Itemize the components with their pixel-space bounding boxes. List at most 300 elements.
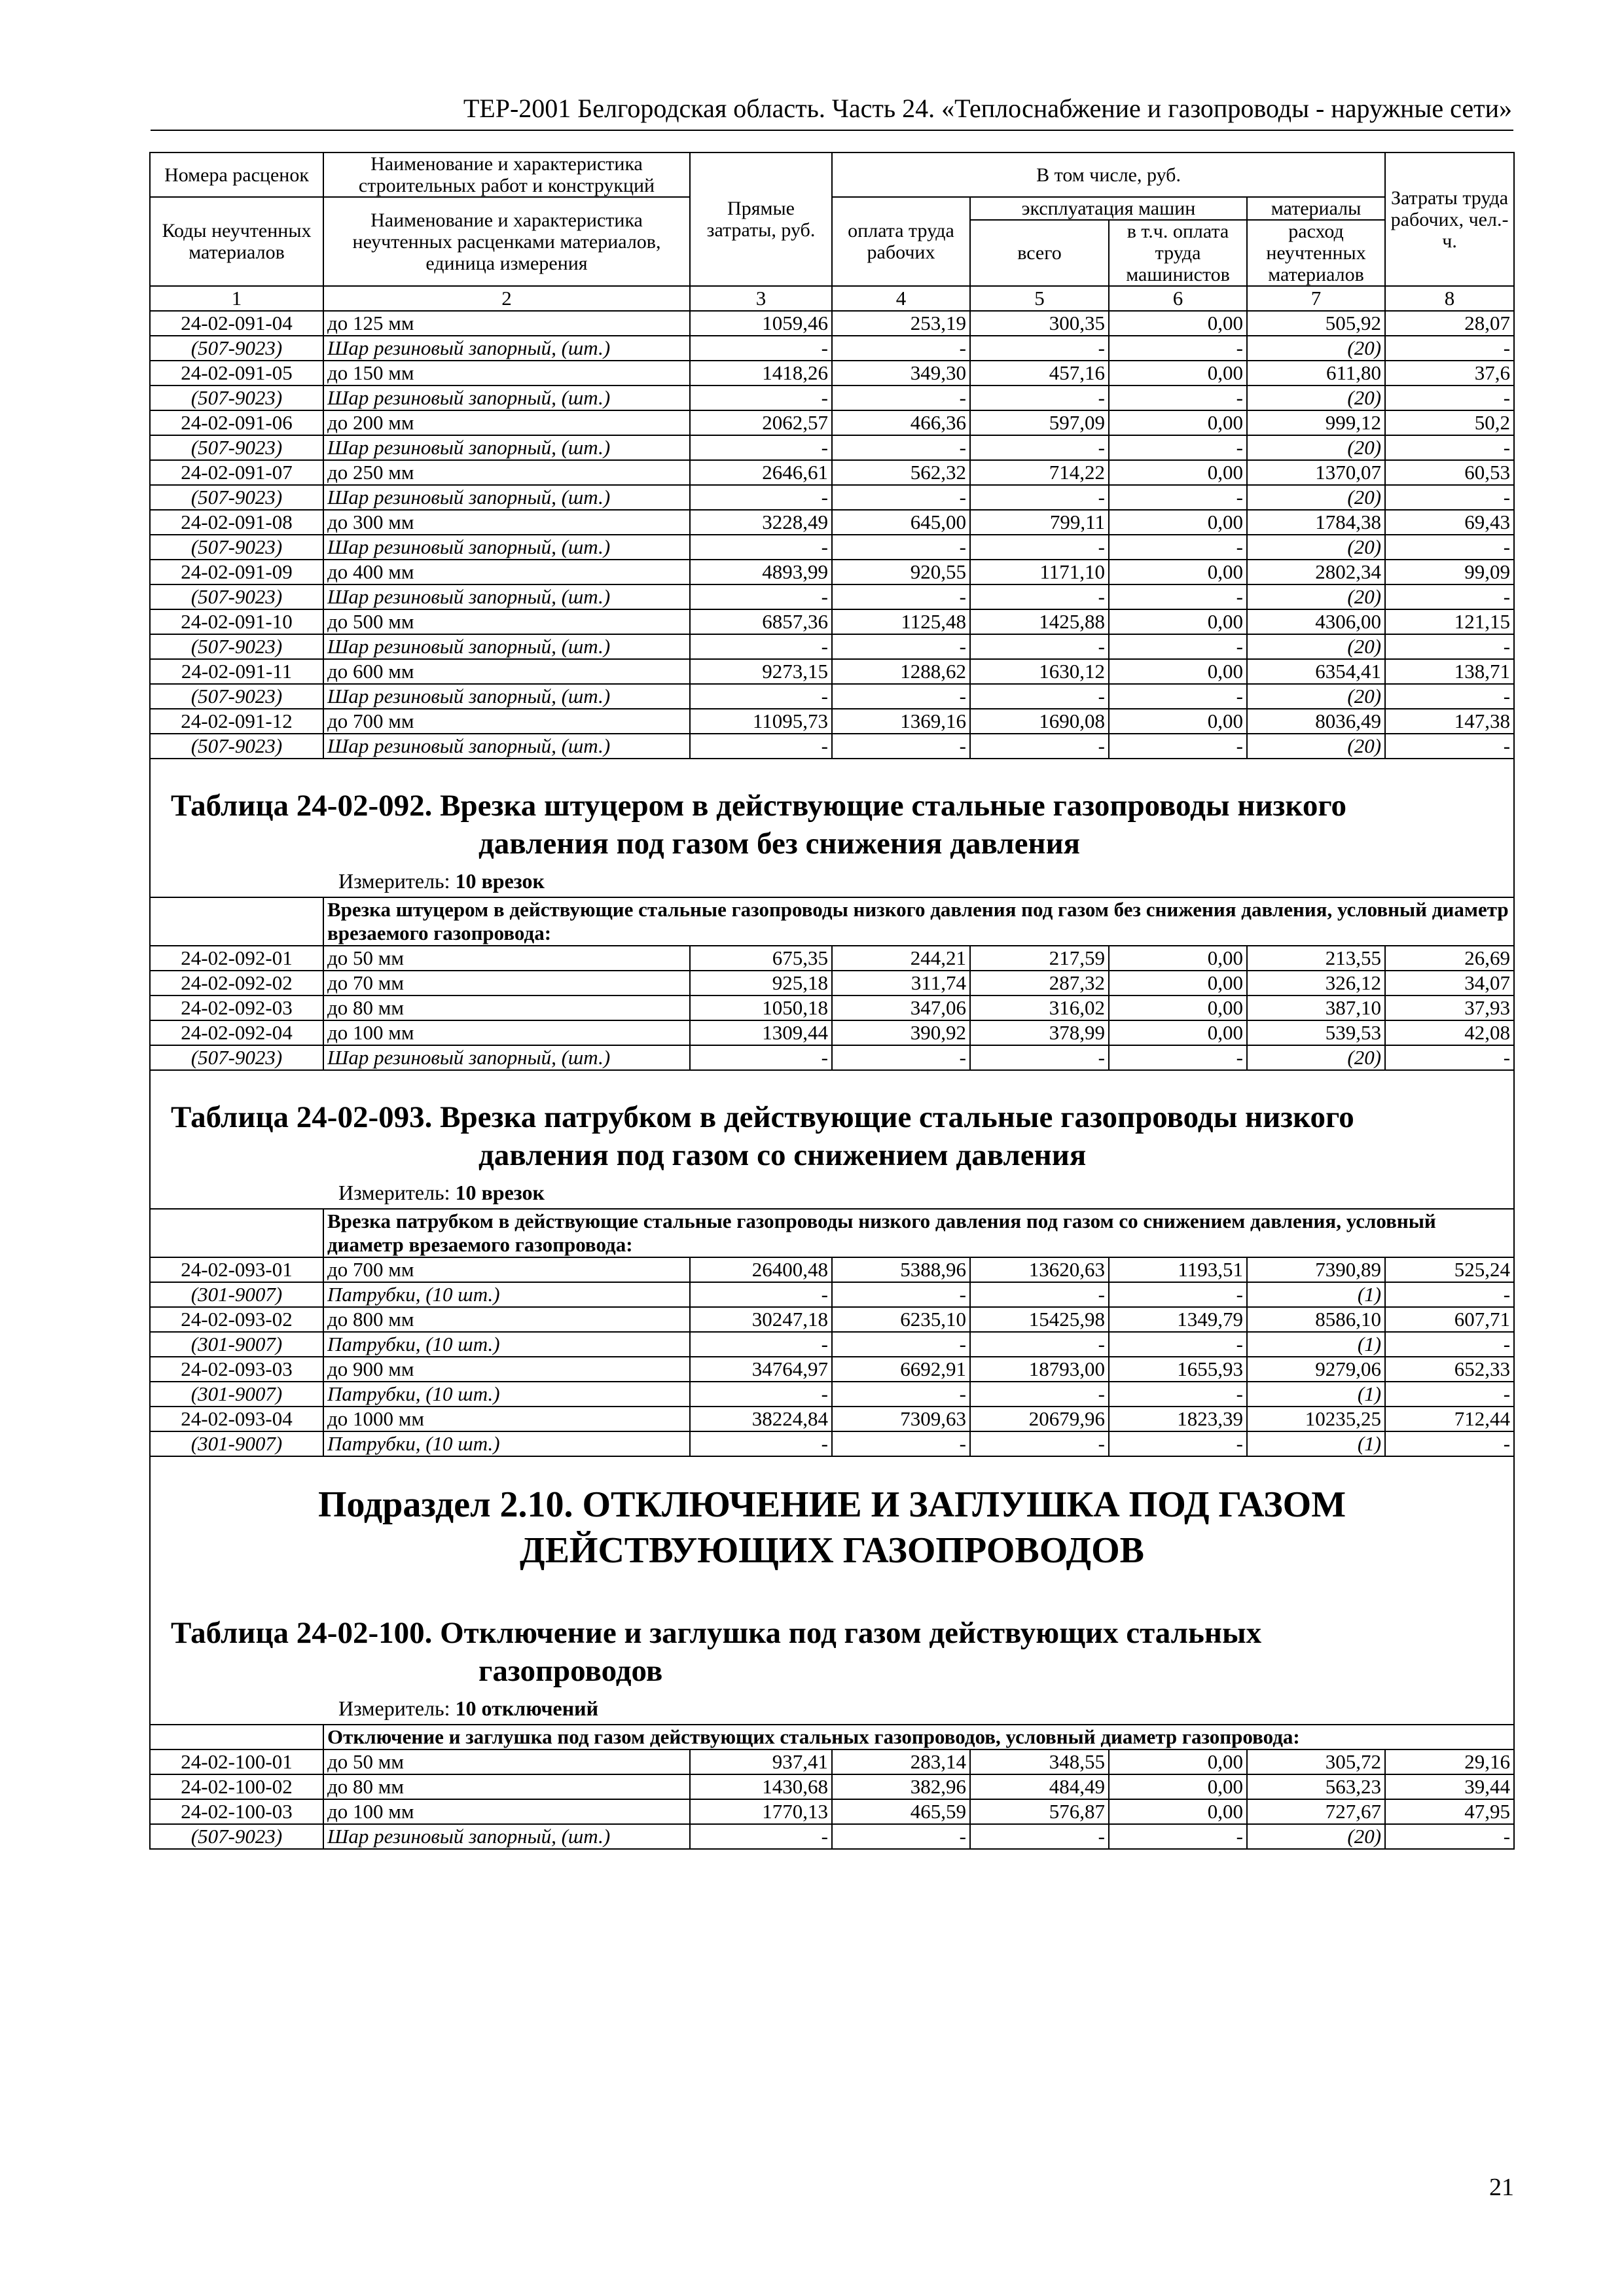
material-qty: (1) [1247, 1332, 1385, 1357]
value-labor: 311,74 [832, 971, 970, 996]
col-number: 2 [323, 286, 690, 311]
material-code: (301-9007) [150, 1282, 323, 1307]
rate-code: 24-02-093-01 [150, 1257, 323, 1282]
material-dash-labor: - [832, 584, 970, 609]
value-labor: 253,19 [832, 311, 970, 336]
table-title [154, 1071, 1510, 1174]
material-row [150, 1332, 1514, 1357]
value-mach: 348,55 [970, 1749, 1109, 1774]
value-mach: 287,32 [970, 971, 1109, 996]
material-dash-hours: - [1385, 1824, 1514, 1849]
value-hours: 34,07 [1385, 971, 1514, 996]
value-hours: 50,2 [1385, 410, 1514, 435]
material-name: Патрубки, (10 шт.) [323, 1282, 690, 1307]
col-number: 4 [832, 286, 970, 311]
material-dash-hours: - [1385, 535, 1514, 560]
measure-value: 10 врезок [455, 1181, 545, 1204]
material-code: (301-9007) [150, 1431, 323, 1456]
value-direct: 1059,46 [690, 311, 832, 336]
rate-row [150, 410, 1514, 435]
group-description: Врезка штуцером в действующие стальные газопроводы низкого давления под газом без снижения давления, условный диаметр врезаемого газопровода: [323, 897, 1514, 946]
value-labor: 1369,16 [832, 709, 970, 734]
rate-row [150, 1257, 1514, 1282]
rate-name: до 900 мм [323, 1357, 690, 1382]
rate-code: 24-02-092-04 [150, 1020, 323, 1045]
col-head-direct: Прямые затраты, руб. [690, 152, 832, 286]
rate-name: до 80 мм [323, 996, 690, 1020]
material-code: (507-9023) [150, 634, 323, 659]
material-dash-labor: - [832, 634, 970, 659]
col-number: 3 [690, 286, 832, 311]
material-dash-machlab: - [1109, 386, 1247, 410]
rate-row [150, 1799, 1514, 1824]
value-labor: 645,00 [832, 510, 970, 535]
material-name: Шар резиновый запорный, (шт.) [323, 684, 690, 709]
material-row [150, 1382, 1514, 1407]
rate-code: 24-02-092-01 [150, 946, 323, 971]
header-rule [151, 130, 1513, 131]
material-dash-mach: - [970, 1332, 1109, 1357]
value-labor: 382,96 [832, 1774, 970, 1799]
material-dash-labor: - [832, 734, 970, 759]
value-mat: 6354,41 [1247, 659, 1385, 684]
rates-table [149, 152, 1515, 1850]
value-hours: 138,71 [1385, 659, 1514, 684]
table-title-line: Таблица 24-02-100. Отключение и заглушка под газом действующих стальных [171, 1616, 1262, 1650]
subsection-title-line: ДЕЙСТВУЮЩИХ ГАЗОПРОВОДОВ [520, 1530, 1144, 1571]
material-dash-labor: - [832, 1282, 970, 1307]
material-name: Шар резиновый запорный, (шт.) [323, 634, 690, 659]
material-dash-mach: - [970, 1824, 1109, 1849]
rate-row [150, 946, 1514, 971]
material-row [150, 336, 1514, 361]
rates-table-body [150, 152, 1514, 1849]
col-head-hours: Затраты труда рабочих, чел.-ч. [1385, 152, 1514, 286]
rate-row [150, 996, 1514, 1020]
material-qty: (20) [1247, 535, 1385, 560]
value-hours: 99,09 [1385, 560, 1514, 584]
material-dash-hours: - [1385, 435, 1514, 460]
value-hours: 525,24 [1385, 1257, 1514, 1282]
value-machlab: 0,00 [1109, 460, 1247, 485]
rate-row [150, 709, 1514, 734]
group-description: Отключение и заглушка под газом действующих стальных газопроводов, условный диаметр газопровода: [323, 1725, 1514, 1749]
material-qty: (20) [1247, 734, 1385, 759]
col-head-mat-usage: расход неучтенных материалов [1247, 220, 1385, 286]
material-code: (507-9023) [150, 1045, 323, 1070]
measure-label: Измеритель: [338, 869, 450, 893]
rate-code: 24-02-091-04 [150, 311, 323, 336]
value-direct: 925,18 [690, 971, 832, 996]
table-title [154, 1587, 1510, 1690]
value-hours: 69,43 [1385, 510, 1514, 535]
value-mat: 1370,07 [1247, 460, 1385, 485]
material-dash-direct: - [690, 1824, 832, 1849]
material-row [150, 634, 1514, 659]
col-head-incl: В том числе, руб. [832, 152, 1385, 197]
material-dash-machlab: - [1109, 1431, 1247, 1456]
value-mat: 2802,34 [1247, 560, 1385, 584]
value-mat: 10235,25 [1247, 1407, 1385, 1431]
material-name: Шар резиновый запорный, (шт.) [323, 584, 690, 609]
rate-code: 24-02-093-04 [150, 1407, 323, 1431]
col-head-machines: эксплуатация машин [970, 197, 1247, 220]
material-row [150, 584, 1514, 609]
value-mat: 8036,49 [1247, 709, 1385, 734]
material-dash-machlab: - [1109, 435, 1247, 460]
rate-name: до 50 мм [323, 1749, 690, 1774]
value-mach: 1171,10 [970, 560, 1109, 584]
rate-name: до 700 мм [323, 709, 690, 734]
material-dash-hours: - [1385, 336, 1514, 361]
value-mach: 300,35 [970, 311, 1109, 336]
value-direct: 30247,18 [690, 1307, 832, 1332]
value-mach: 1690,08 [970, 709, 1109, 734]
rate-name: до 150 мм [323, 361, 690, 386]
value-direct: 1418,26 [690, 361, 832, 386]
value-hours: 47,95 [1385, 1799, 1514, 1824]
material-dash-labor: - [832, 1332, 970, 1357]
material-name: Шар резиновый запорный, (шт.) [323, 1824, 690, 1849]
value-direct: 937,41 [690, 1749, 832, 1774]
rate-code: 24-02-091-11 [150, 659, 323, 684]
rate-name: до 800 мм [323, 1307, 690, 1332]
value-machlab: 0,00 [1109, 659, 1247, 684]
value-machlab: 0,00 [1109, 1799, 1247, 1824]
material-dash-mach: - [970, 435, 1109, 460]
material-dash-direct: - [690, 1431, 832, 1456]
col-number: 1 [150, 286, 323, 311]
material-code: (507-9023) [150, 684, 323, 709]
value-labor: 466,36 [832, 410, 970, 435]
value-direct: 38224,84 [690, 1407, 832, 1431]
section-break [150, 1456, 1514, 1725]
value-mach: 20679,96 [970, 1407, 1109, 1431]
rate-code: 24-02-092-02 [150, 971, 323, 996]
material-dash-labor: - [832, 535, 970, 560]
value-labor: 7309,63 [832, 1407, 970, 1431]
material-dash-labor: - [832, 684, 970, 709]
material-qty: (20) [1247, 386, 1385, 410]
material-dash-direct: - [690, 734, 832, 759]
material-name: Патрубки, (10 шт.) [323, 1431, 690, 1456]
value-mat: 1784,38 [1247, 510, 1385, 535]
value-labor: 390,92 [832, 1020, 970, 1045]
material-name: Патрубки, (10 шт.) [323, 1332, 690, 1357]
value-direct: 26400,48 [690, 1257, 832, 1282]
value-mat: 326,12 [1247, 971, 1385, 996]
value-labor: 6692,91 [832, 1357, 970, 1382]
value-hours: 147,38 [1385, 709, 1514, 734]
value-mat: 999,12 [1247, 410, 1385, 435]
value-mat: 563,23 [1247, 1774, 1385, 1799]
value-mach: 378,99 [970, 1020, 1109, 1045]
running-header: ТЕР-2001 Белгородская область. Часть 24. «Теплоснабжение и газопроводы - наружные сети» [463, 94, 1512, 123]
value-mach: 714,22 [970, 460, 1109, 485]
material-code: (507-9023) [150, 584, 323, 609]
material-code: (301-9007) [150, 1332, 323, 1357]
material-dash-mach: - [970, 386, 1109, 410]
value-direct: 1309,44 [690, 1020, 832, 1045]
column-numbers-row [150, 286, 1514, 311]
value-hours: 652,33 [1385, 1357, 1514, 1382]
material-code: (507-9023) [150, 535, 323, 560]
material-dash-hours: - [1385, 1332, 1514, 1357]
value-direct: 675,35 [690, 946, 832, 971]
rate-row [150, 609, 1514, 634]
value-direct: 4893,99 [690, 560, 832, 584]
material-dash-hours: - [1385, 1382, 1514, 1407]
table-title-line: давления под газом без снижения давления [478, 827, 1081, 861]
value-mat: 8586,10 [1247, 1307, 1385, 1332]
group-code-empty [150, 1725, 323, 1749]
material-dash-machlab: - [1109, 1045, 1247, 1070]
material-dash-labor: - [832, 1382, 970, 1407]
material-code: (507-9023) [150, 485, 323, 510]
col-head-name: Наименование и характеристика строительных работ и конструкций [323, 152, 690, 197]
material-dash-machlab: - [1109, 634, 1247, 659]
rate-code: 24-02-100-01 [150, 1749, 323, 1774]
value-machlab: 1655,93 [1109, 1357, 1247, 1382]
material-qty: (20) [1247, 1824, 1385, 1849]
value-machlab: 0,00 [1109, 361, 1247, 386]
value-direct: 11095,73 [690, 709, 832, 734]
material-dash-machlab: - [1109, 336, 1247, 361]
material-name: Шар резиновый запорный, (шт.) [323, 485, 690, 510]
material-name: Патрубки, (10 шт.) [323, 1382, 690, 1407]
value-hours: 607,71 [1385, 1307, 1514, 1332]
material-qty: (1) [1247, 1282, 1385, 1307]
rate-row [150, 1407, 1514, 1431]
group-row [150, 1209, 1514, 1257]
value-hours: 712,44 [1385, 1407, 1514, 1431]
material-name: Шар резиновый запорный, (шт.) [323, 734, 690, 759]
value-mach: 576,87 [970, 1799, 1109, 1824]
group-row [150, 1725, 1514, 1749]
value-mat: 4306,00 [1247, 609, 1385, 634]
value-mach: 457,16 [970, 361, 1109, 386]
material-qty: (20) [1247, 1045, 1385, 1070]
material-qty: (20) [1247, 336, 1385, 361]
material-dash-labor: - [832, 336, 970, 361]
value-labor: 465,59 [832, 1799, 970, 1824]
measure-label: Измеритель: [338, 1696, 450, 1720]
col-head-mat-codes: Коды неучтенных материалов [150, 197, 323, 286]
material-qty: (20) [1247, 684, 1385, 709]
value-labor: 5388,96 [832, 1257, 970, 1282]
material-row [150, 734, 1514, 759]
value-direct: 1770,13 [690, 1799, 832, 1824]
value-mat: 9279,06 [1247, 1357, 1385, 1382]
material-row [150, 435, 1514, 460]
table-title [154, 759, 1510, 863]
section-break [150, 1070, 1514, 1209]
value-mach: 217,59 [970, 946, 1109, 971]
rate-code: 24-02-091-06 [150, 410, 323, 435]
value-machlab: 1349,79 [1109, 1307, 1247, 1332]
material-dash-direct: - [690, 684, 832, 709]
material-dash-mach: - [970, 684, 1109, 709]
material-dash-mach: - [970, 1282, 1109, 1307]
value-machlab: 0,00 [1109, 1020, 1247, 1045]
value-mat: 213,55 [1247, 946, 1385, 971]
material-dash-direct: - [690, 535, 832, 560]
material-qty: (20) [1247, 634, 1385, 659]
material-qty: (20) [1247, 485, 1385, 510]
material-name: Шар резиновый запорный, (шт.) [323, 336, 690, 361]
value-machlab: 0,00 [1109, 510, 1247, 535]
value-machlab: 0,00 [1109, 971, 1247, 996]
value-direct: 1050,18 [690, 996, 832, 1020]
material-dash-hours: - [1385, 386, 1514, 410]
rate-name: до 200 мм [323, 410, 690, 435]
material-dash-hours: - [1385, 1282, 1514, 1307]
col-number: 8 [1385, 286, 1514, 311]
value-mat: 727,67 [1247, 1799, 1385, 1824]
value-labor: 347,06 [832, 996, 970, 1020]
material-dash-hours: - [1385, 734, 1514, 759]
value-machlab: 0,00 [1109, 946, 1247, 971]
material-dash-machlab: - [1109, 1824, 1247, 1849]
material-name: Шар резиновый запорный, (шт.) [323, 386, 690, 410]
col-head-mach-labor: в т.ч. оплата труда машинистов [1109, 220, 1247, 286]
material-dash-direct: - [690, 634, 832, 659]
value-direct: 2646,61 [690, 460, 832, 485]
value-machlab: 1193,51 [1109, 1257, 1247, 1282]
material-row [150, 386, 1514, 410]
material-dash-mach: - [970, 1382, 1109, 1407]
value-mat: 7390,89 [1247, 1257, 1385, 1282]
rate-row [150, 1357, 1514, 1382]
col-number: 6 [1109, 286, 1247, 311]
col-head-materials: материалы [1247, 197, 1385, 220]
value-hours: 37,6 [1385, 361, 1514, 386]
material-dash-machlab: - [1109, 535, 1247, 560]
material-dash-hours: - [1385, 584, 1514, 609]
rate-row [150, 460, 1514, 485]
material-dash-machlab: - [1109, 584, 1247, 609]
measure-unit [154, 863, 1510, 897]
material-dash-direct: - [690, 1045, 832, 1070]
value-mach: 597,09 [970, 410, 1109, 435]
value-mat: 539,53 [1247, 1020, 1385, 1045]
rate-row [150, 1749, 1514, 1774]
group-row [150, 897, 1514, 946]
header-row-1 [150, 152, 1514, 197]
material-dash-direct: - [690, 336, 832, 361]
value-labor: 1125,48 [832, 609, 970, 634]
value-mat: 505,92 [1247, 311, 1385, 336]
value-labor: 920,55 [832, 560, 970, 584]
col-head-mach-total: всего [970, 220, 1109, 286]
value-labor: 244,21 [832, 946, 970, 971]
value-mach: 1425,88 [970, 609, 1109, 634]
value-labor: 349,30 [832, 361, 970, 386]
rate-name: до 600 мм [323, 659, 690, 684]
rate-row [150, 311, 1514, 336]
value-mat: 305,72 [1247, 1749, 1385, 1774]
header-row-2 [150, 197, 1514, 220]
section-block [150, 1456, 1514, 1725]
col-number: 7 [1247, 286, 1385, 311]
col-head-labor: оплата труда рабочих [832, 197, 970, 286]
value-mach: 18793,00 [970, 1357, 1109, 1382]
value-hours: 60,53 [1385, 460, 1514, 485]
value-machlab: 0,00 [1109, 709, 1247, 734]
value-machlab: 0,00 [1109, 996, 1247, 1020]
material-name: Шар резиновый запорный, (шт.) [323, 435, 690, 460]
col-number: 5 [970, 286, 1109, 311]
rate-code: 24-02-091-10 [150, 609, 323, 634]
rate-code: 24-02-091-08 [150, 510, 323, 535]
rate-row [150, 1774, 1514, 1799]
value-machlab: 0,00 [1109, 560, 1247, 584]
section-block [150, 759, 1514, 897]
material-dash-machlab: - [1109, 684, 1247, 709]
material-dash-mach: - [970, 734, 1109, 759]
rate-name: до 300 мм [323, 510, 690, 535]
value-direct: 2062,57 [690, 410, 832, 435]
rate-name: до 80 мм [323, 1774, 690, 1799]
value-machlab: 0,00 [1109, 609, 1247, 634]
subsection-title [154, 1457, 1510, 1587]
material-name: Шар резиновый запорный, (шт.) [323, 1045, 690, 1070]
rate-name: до 1000 мм [323, 1407, 690, 1431]
material-code: (507-9023) [150, 1824, 323, 1849]
material-dash-machlab: - [1109, 1332, 1247, 1357]
material-dash-mach: - [970, 584, 1109, 609]
subsection-title-line: Подраздел 2.10. ОТКЛЮЧЕНИЕ И ЗАГЛУШКА ПОД ГАЗОМ [317, 1484, 1346, 1525]
rate-row [150, 971, 1514, 996]
material-row [150, 485, 1514, 510]
rate-name: до 250 мм [323, 460, 690, 485]
material-dash-machlab: - [1109, 1282, 1247, 1307]
material-code: (507-9023) [150, 336, 323, 361]
rate-name: до 50 мм [323, 946, 690, 971]
value-direct: 3228,49 [690, 510, 832, 535]
rate-row [150, 361, 1514, 386]
material-dash-direct: - [690, 485, 832, 510]
rate-name: до 70 мм [323, 971, 690, 996]
group-code-empty [150, 897, 323, 946]
rate-name: до 500 мм [323, 609, 690, 634]
value-hours: 29,16 [1385, 1749, 1514, 1774]
table-title-line: давления под газом со снижением давления [478, 1138, 1087, 1172]
value-mach: 799,11 [970, 510, 1109, 535]
value-machlab: 0,00 [1109, 311, 1247, 336]
value-mach: 1630,12 [970, 659, 1109, 684]
value-labor: 6235,10 [832, 1307, 970, 1332]
rate-code: 24-02-100-03 [150, 1799, 323, 1824]
material-dash-mach: - [970, 1045, 1109, 1070]
material-dash-mach: - [970, 1431, 1109, 1456]
material-dash-mach: - [970, 336, 1109, 361]
material-dash-hours: - [1385, 1045, 1514, 1070]
value-labor: 1288,62 [832, 659, 970, 684]
value-machlab: 0,00 [1109, 1774, 1247, 1799]
table-title-line: газопроводов [478, 1654, 663, 1688]
col-head-mat-name: Наименование и характеристика неучтенных расценками материалов, единица измерения [323, 197, 690, 286]
material-dash-labor: - [832, 485, 970, 510]
rate-code: 24-02-091-12 [150, 709, 323, 734]
value-hours: 42,08 [1385, 1020, 1514, 1045]
material-dash-machlab: - [1109, 485, 1247, 510]
material-dash-labor: - [832, 1431, 970, 1456]
material-row [150, 1282, 1514, 1307]
value-direct: 34764,97 [690, 1357, 832, 1382]
material-qty: (1) [1247, 1382, 1385, 1407]
rate-row [150, 1020, 1514, 1045]
